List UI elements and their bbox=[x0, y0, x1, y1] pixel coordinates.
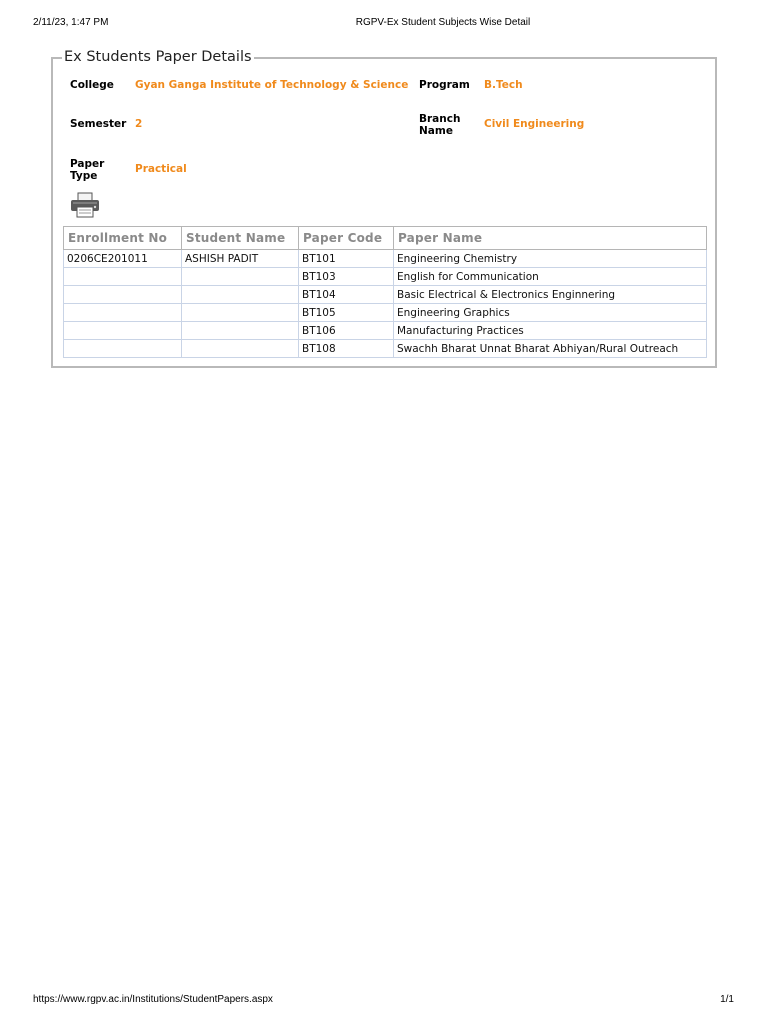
print-footer bbox=[0, 994, 768, 1008]
college-label: College bbox=[70, 79, 114, 91]
panel-legend: Ex Students Paper Details bbox=[64, 49, 252, 65]
enrollment-no-cell bbox=[64, 340, 182, 358]
enrollment-no-cell bbox=[64, 268, 182, 286]
student-name-cell: ASHISH PADIT bbox=[182, 250, 299, 268]
student-name-cell bbox=[182, 286, 299, 304]
table-row bbox=[64, 322, 707, 340]
table-row bbox=[64, 268, 707, 286]
semester-value: 2 bbox=[135, 118, 143, 130]
table-row bbox=[64, 304, 707, 322]
paper-type-label bbox=[70, 158, 104, 182]
column-header-student-name: Student Name bbox=[182, 227, 299, 250]
paper-code-cell: BT104 bbox=[299, 286, 394, 304]
paper-name-cell: Engineering Graphics bbox=[394, 304, 707, 322]
branch-value: Civil Engineering bbox=[484, 118, 585, 130]
print-page-number: 1/1 bbox=[720, 994, 734, 1005]
paper-type-label-line1: Paper bbox=[70, 158, 105, 170]
branch-label-line2: Name bbox=[419, 125, 453, 137]
column-header-enrollment-no: Enrollment No bbox=[64, 227, 182, 250]
program-label: Program bbox=[419, 79, 470, 91]
paper-name-cell: Swachh Bharat Unnat Bharat Abhiyan/Rural Outreach bbox=[394, 340, 707, 358]
table-row bbox=[64, 250, 707, 268]
paper-name-cell: English for Communication bbox=[394, 268, 707, 286]
paper-code-cell: BT103 bbox=[299, 268, 394, 286]
paper-type-label-line2: Type bbox=[70, 170, 98, 182]
printer-icon[interactable] bbox=[70, 192, 100, 218]
table-row bbox=[64, 340, 707, 358]
paper-code-cell: BT101 bbox=[299, 250, 394, 268]
paper-name-cell: Basic Electrical & Electronics Enginnering bbox=[394, 286, 707, 304]
semester-label: Semester bbox=[70, 118, 127, 130]
branch-label-line1: Branch bbox=[419, 113, 461, 125]
print-date: 2/11/23, 1:47 PM bbox=[33, 17, 109, 28]
paper-code-cell: BT108 bbox=[299, 340, 394, 358]
enrollment-no-cell bbox=[64, 286, 182, 304]
enrollment-no-cell: 0206CE201011 bbox=[64, 250, 182, 268]
paper-name-cell: Engineering Chemistry bbox=[394, 250, 707, 268]
table-header-row bbox=[64, 227, 707, 250]
student-name-cell bbox=[182, 340, 299, 358]
print-url: https://www.rgpv.ac.in/Institutions/StudentPapers.aspx bbox=[33, 994, 273, 1005]
student-name-cell bbox=[182, 304, 299, 322]
paper-name-cell: Manufacturing Practices bbox=[394, 322, 707, 340]
print-header bbox=[0, 17, 768, 31]
column-header-paper-name: Paper Name bbox=[394, 227, 707, 250]
paper-type-value: Practical bbox=[135, 163, 187, 175]
enrollment-no-cell bbox=[64, 322, 182, 340]
enrollment-no-cell bbox=[64, 304, 182, 322]
papers-table bbox=[63, 226, 707, 358]
paper-code-cell: BT105 bbox=[299, 304, 394, 322]
college-value: Gyan Ganga Institute of Technology & Science bbox=[135, 79, 409, 91]
branch-label bbox=[419, 113, 460, 137]
paper-code-cell: BT106 bbox=[299, 322, 394, 340]
program-value: B.Tech bbox=[484, 79, 523, 91]
student-name-cell bbox=[182, 268, 299, 286]
table-row bbox=[64, 286, 707, 304]
student-name-cell bbox=[182, 322, 299, 340]
column-header-paper-code: Paper Code bbox=[299, 227, 394, 250]
print-page-title: RGPV-Ex Student Subjects Wise Detail bbox=[355, 17, 531, 28]
